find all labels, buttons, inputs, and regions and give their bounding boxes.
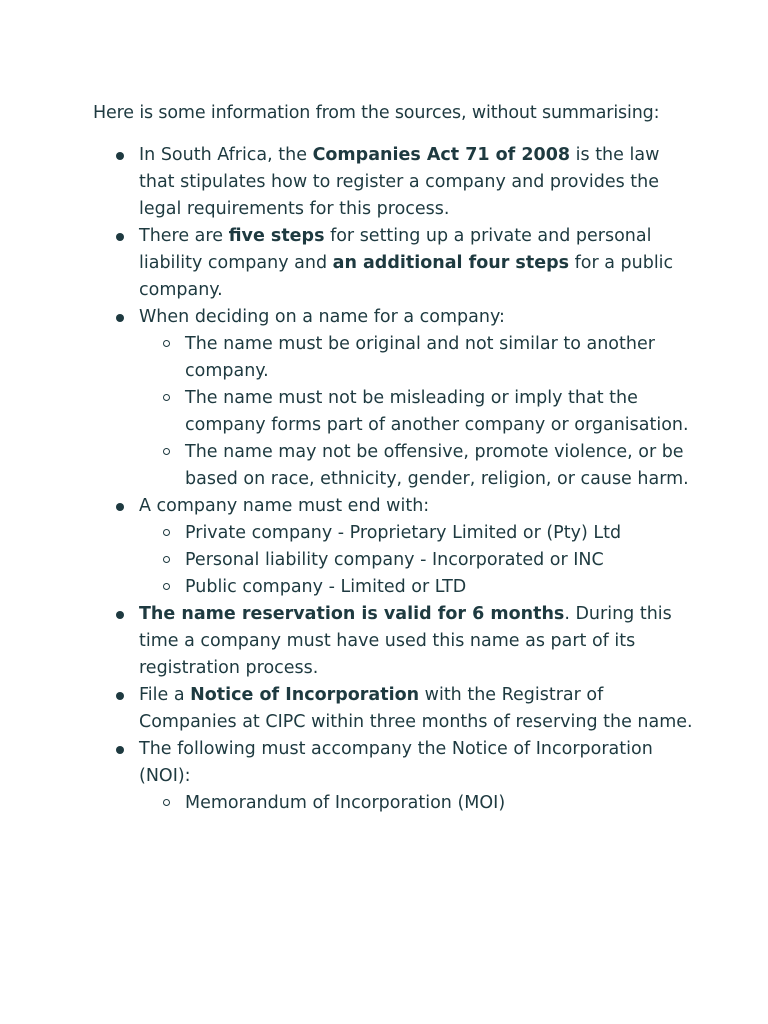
sub-item-text: Personal liability company - Incorporated or INC bbox=[185, 550, 604, 570]
bullet-dot-icon bbox=[116, 314, 124, 322]
item-text: File a bbox=[139, 685, 191, 705]
sub-list bbox=[139, 790, 693, 817]
item-text: . During this time a company must have used this name as part of its registration process. bbox=[139, 604, 672, 678]
sub-list bbox=[139, 520, 693, 601]
bullet-list bbox=[93, 142, 693, 817]
bullet-circle-icon bbox=[163, 448, 170, 455]
bullet-circle-icon bbox=[163, 583, 170, 590]
bold-text: The name reservation is valid for 6 months bbox=[139, 604, 565, 624]
bullet-dot-icon bbox=[116, 152, 124, 160]
bold-text: five steps bbox=[228, 226, 325, 246]
bold-text: Companies Act 71 of 2008 bbox=[312, 145, 571, 165]
item-text: for a public company. bbox=[139, 253, 674, 300]
list-item-companies-act bbox=[93, 142, 693, 223]
bullet-circle-icon bbox=[163, 529, 170, 536]
list-item-steps bbox=[93, 223, 693, 304]
sub-list-item bbox=[139, 439, 693, 493]
bullet-circle-icon bbox=[163, 394, 170, 401]
item-text: When deciding on a name for a company: bbox=[139, 307, 505, 327]
sub-item-text: Memorandum of Incorporation (MOI) bbox=[185, 793, 506, 813]
sub-list-item bbox=[139, 790, 693, 817]
sub-list-item bbox=[139, 331, 693, 385]
document-body bbox=[93, 100, 693, 817]
item-text: is the law that stipulates how to register a company and provides the legal requirements for this process. bbox=[139, 145, 660, 219]
bold-text: an additional four steps bbox=[332, 253, 570, 273]
sub-item-text: The name must be original and not similar to another company. bbox=[185, 334, 655, 381]
sub-list-item bbox=[139, 385, 693, 439]
sub-list-item bbox=[139, 574, 693, 601]
bullet-dot-icon bbox=[116, 692, 124, 700]
bold-text: Notice of Incorporation bbox=[190, 685, 420, 705]
bullet-dot-icon bbox=[116, 746, 124, 754]
sub-list-item bbox=[139, 520, 693, 547]
list-item-name-endings bbox=[93, 493, 693, 601]
item-text: with the Registrar of Companies at CIPC within three months of reserving the name. bbox=[139, 685, 693, 732]
bullet-circle-icon bbox=[163, 340, 170, 347]
sub-item-text: Private company - Proprietary Limited or (Pty) Ltd bbox=[185, 523, 622, 543]
sub-item-text: The name may not be offensive, promote violence, or be based on race, ethnicity, gender, religion, or cause harm. bbox=[185, 442, 689, 489]
sub-list bbox=[139, 331, 693, 493]
sub-item-text: Public company - Limited or LTD bbox=[185, 577, 467, 597]
bullet-dot-icon bbox=[116, 233, 124, 241]
item-text: The following must accompany the Notice of Incorporation (NOI): bbox=[139, 739, 653, 786]
list-item-noi-attachments bbox=[93, 736, 693, 817]
list-item-notice-of-incorporation bbox=[93, 682, 693, 736]
bullet-dot-icon bbox=[116, 503, 124, 511]
list-item-name-rules bbox=[93, 304, 693, 493]
bullet-dot-icon bbox=[116, 611, 124, 619]
bullet-circle-icon bbox=[163, 556, 170, 563]
item-text: A company name must end with: bbox=[139, 496, 430, 516]
item-text: for setting up a private and personal liability company and bbox=[139, 226, 652, 273]
sub-list-item bbox=[139, 547, 693, 574]
sub-item-text: The name must not be misleading or imply that the company forms part of another company or organisation. bbox=[185, 388, 689, 435]
list-item-name-reservation bbox=[93, 601, 693, 682]
bullet-circle-icon bbox=[163, 799, 170, 806]
item-text: There are bbox=[139, 226, 229, 246]
item-text: In South Africa, the bbox=[139, 145, 313, 165]
intro-paragraph: Here is some information from the sources, without summarising: bbox=[93, 103, 660, 123]
